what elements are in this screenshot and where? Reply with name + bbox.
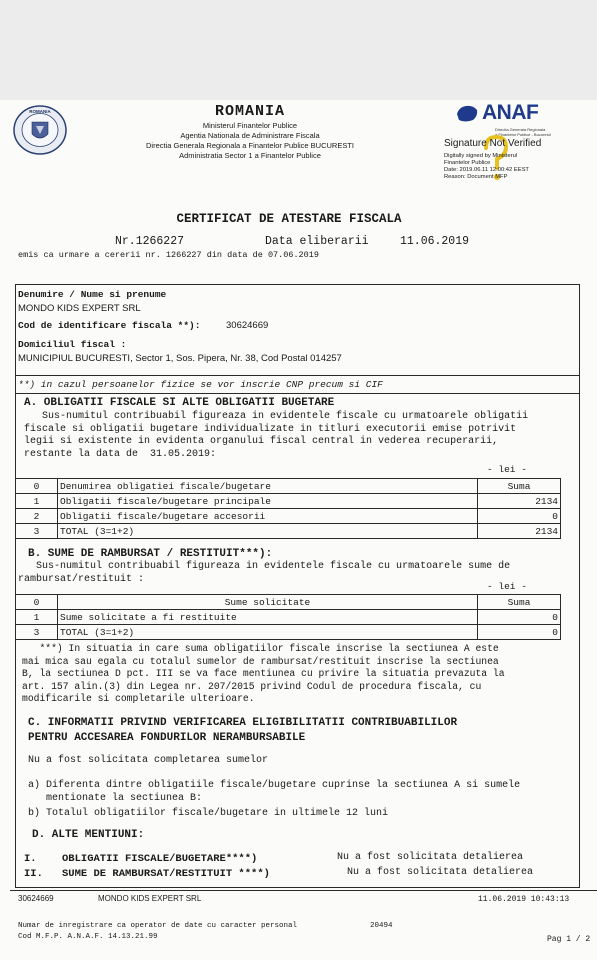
table-cell: Obligatii fiscale/bugetare principale [58, 494, 478, 509]
table-cell: 0 [478, 610, 561, 625]
signature-line-4: Reason: Document MFP [444, 174, 508, 180]
table-cell: 0 [478, 509, 561, 524]
footer-name: MONDO KIDS EXPERT SRL [98, 894, 202, 903]
footer-cif: 30624669 [18, 894, 54, 903]
table-row [16, 494, 561, 509]
romania-map-icon [455, 104, 479, 124]
footer-divider [10, 890, 597, 891]
section-a-text: Sus-numitul contribuabil figureaza in evidentele fiscale cu urmatoarele obligatii fiscale si obligatii bugetare individualizate in titluri executorii emise potrivit legii si existente in evidenta organului fiscal central in vederea recuperarii, restante la data de 31.05.2019: [24, 411, 529, 460]
section-b-unit: - lei - [487, 581, 527, 592]
section-c-status: Nu a fost solicitata completarea sumelor [28, 755, 269, 766]
page-number: Pag 1 / 2 [547, 935, 591, 944]
table-cell: Sume solicitate [58, 595, 478, 610]
signature-line-1: Digitally signed by Ministerul [444, 153, 518, 159]
header-line-4: Administratia Sector 1 a Finantelor Publice [179, 151, 321, 160]
footer-code: Cod M.F.P. A.N.A.F. 14.13.21.99 [18, 933, 158, 941]
footer-registration-value: 20494 [370, 922, 393, 930]
signature-line-2: Finantelor Publice [444, 160, 491, 166]
request-reference: emis ca urmare a cererii nr. 1266227 din data de 07.06.2019 [18, 250, 319, 260]
divider [15, 375, 580, 376]
footer-registration-label: Numar de inregistrare ca operator de date cu caracter personal [18, 922, 298, 930]
section-a-title: A. OBLIGATII FISCALE SI ALTE OBLIGATII BUGETARE [24, 397, 335, 409]
table-cell: 3 [16, 524, 58, 539]
signature-line-3: Date: 2019.06.11 12:00:42 EEST [444, 167, 529, 173]
certificate-number: Nr.1266227 [115, 235, 185, 248]
section-d-label-2: SUME DE RAMBURSAT/RESTITUIT ****) [62, 868, 270, 880]
anaf-small-1: Directia Generala Regionala [495, 127, 546, 132]
table-row [16, 595, 561, 610]
table-cell: 0 [16, 479, 58, 494]
cif-label: Cod de identificare fiscala **): [18, 320, 201, 331]
table-cell: 1 [16, 494, 58, 509]
signature-status: Signature Not Verified [444, 138, 542, 149]
section-b-title: B. SUME DE RAMBURSAT / RESTITUIT***): [28, 548, 273, 560]
table-cell: 3 [16, 625, 58, 640]
cif-value: 30624669 [226, 320, 269, 331]
cnp-note: **) in cazul persoanelor fizice se vor inscrie CNP precum si CIF [18, 379, 383, 390]
header-line-3: Directia Generala Regionala a Finantelor Publice BUCURESTI [145, 141, 354, 150]
table-cell: 0 [16, 595, 58, 610]
svg-text:ROMANIA: ROMANIA [29, 109, 51, 114]
table-row [16, 509, 561, 524]
table-row [16, 625, 561, 640]
certificate-title: CERTIFICAT DE ATESTARE FISCALA [176, 212, 402, 226]
section-c-title-1: C. INFORMATII PRIVIND VERIFICAREA ELIGIBILITATII CONTRIBUABILILOR [28, 717, 458, 729]
divider [15, 393, 580, 394]
section-d-value-1: Nu a fost solicitata detalierea [337, 852, 524, 863]
section-a-table [15, 478, 561, 539]
section-c-title-2: PENTRU ACCESAREA FONDURILOR NERAMBURSABILE [28, 732, 306, 744]
table-cell: 0 [478, 625, 561, 640]
section-b-note: ***) In situatia in care suma obligatiilor fiscale inscrise la sectiunea A este mai mica sau egala cu totalul sumelor de rambursat/restituit inscrise la sectiunea B, la sectiunea D pct. III se va face mentiunea cu privire la situatia prevazuta la art. 157 alin.(3) din Legea nr. 207/2015 privind Codul de procedura fiscala, cu modificarile si completarile ulterioare. [22, 643, 505, 704]
table-cell: Obligatii fiscale/bugetare accesorii [58, 509, 478, 524]
table-cell: Suma [478, 595, 561, 610]
table-row [16, 524, 561, 539]
section-d-label-1: OBLIGATII FISCALE/BUGETARE****) [62, 853, 258, 865]
section-c-item-b: b) Totalul obligatiilor fiscale/bugetare in ultimele 12 luni [28, 808, 389, 819]
country-title: ROMANIA [214, 103, 285, 120]
section-d-title: D. ALTE MENTIUNI: [32, 829, 145, 841]
table-cell: Suma [478, 479, 561, 494]
section-d-num-2: II. [24, 868, 43, 880]
table-cell: Denumirea obligatiei fiscale/bugetare [58, 479, 478, 494]
table-cell: 2134 [478, 494, 561, 509]
header-line-1: Ministerul Finantelor Publice [202, 121, 298, 130]
section-b-table [15, 594, 561, 640]
anaf-small-2: a Finantelor Publice - Bucuresti [495, 132, 551, 137]
table-row [16, 610, 561, 625]
table-cell: 2 [16, 509, 58, 524]
name-value: MONDO KIDS EXPERT SRL [18, 303, 141, 314]
section-d-num-1: I. [24, 853, 37, 865]
section-a-unit: - lei - [487, 464, 527, 475]
name-label: Denumire / Nume si prenume [18, 289, 167, 300]
issue-date-value: 11.06.2019 [400, 235, 470, 248]
footer-datetime: 11.06.2019 10:43:13 [478, 895, 570, 904]
table-cell: TOTAL (3=1+2) [58, 625, 478, 640]
table-cell: Sume solicitate a fi restituite [58, 610, 478, 625]
section-c-item-a: a) Diferenta dintre obligatiile fiscale/bugetare cuprinse la sectiunea A si sumele mentionate la sectiunea B: [28, 780, 521, 804]
issue-date-label: Data eliberarii [265, 235, 369, 248]
table-row [16, 479, 561, 494]
anaf-logo: ANAF [482, 101, 539, 124]
domicile-label: Domiciliul fiscal : [18, 339, 127, 350]
section-b-text: Sus-numitul contribuabil figureaza in evidentele fiscale cu urmatoarele sume de rambursat/restituit : [18, 561, 511, 585]
table-cell: 1 [16, 610, 58, 625]
domicile-value: MUNICIPIUL BUCURESTI, Sector 1, Sos. Pipera, Nr. 38, Cod Postal 014257 [18, 353, 342, 364]
header-line-2: Agentia Nationala de Administrare Fiscala [180, 131, 320, 140]
table-cell: 2134 [478, 524, 561, 539]
section-d-value-2: Nu a fost solicitata detalierea [347, 867, 534, 878]
table-cell: TOTAL (3=1+2) [58, 524, 478, 539]
